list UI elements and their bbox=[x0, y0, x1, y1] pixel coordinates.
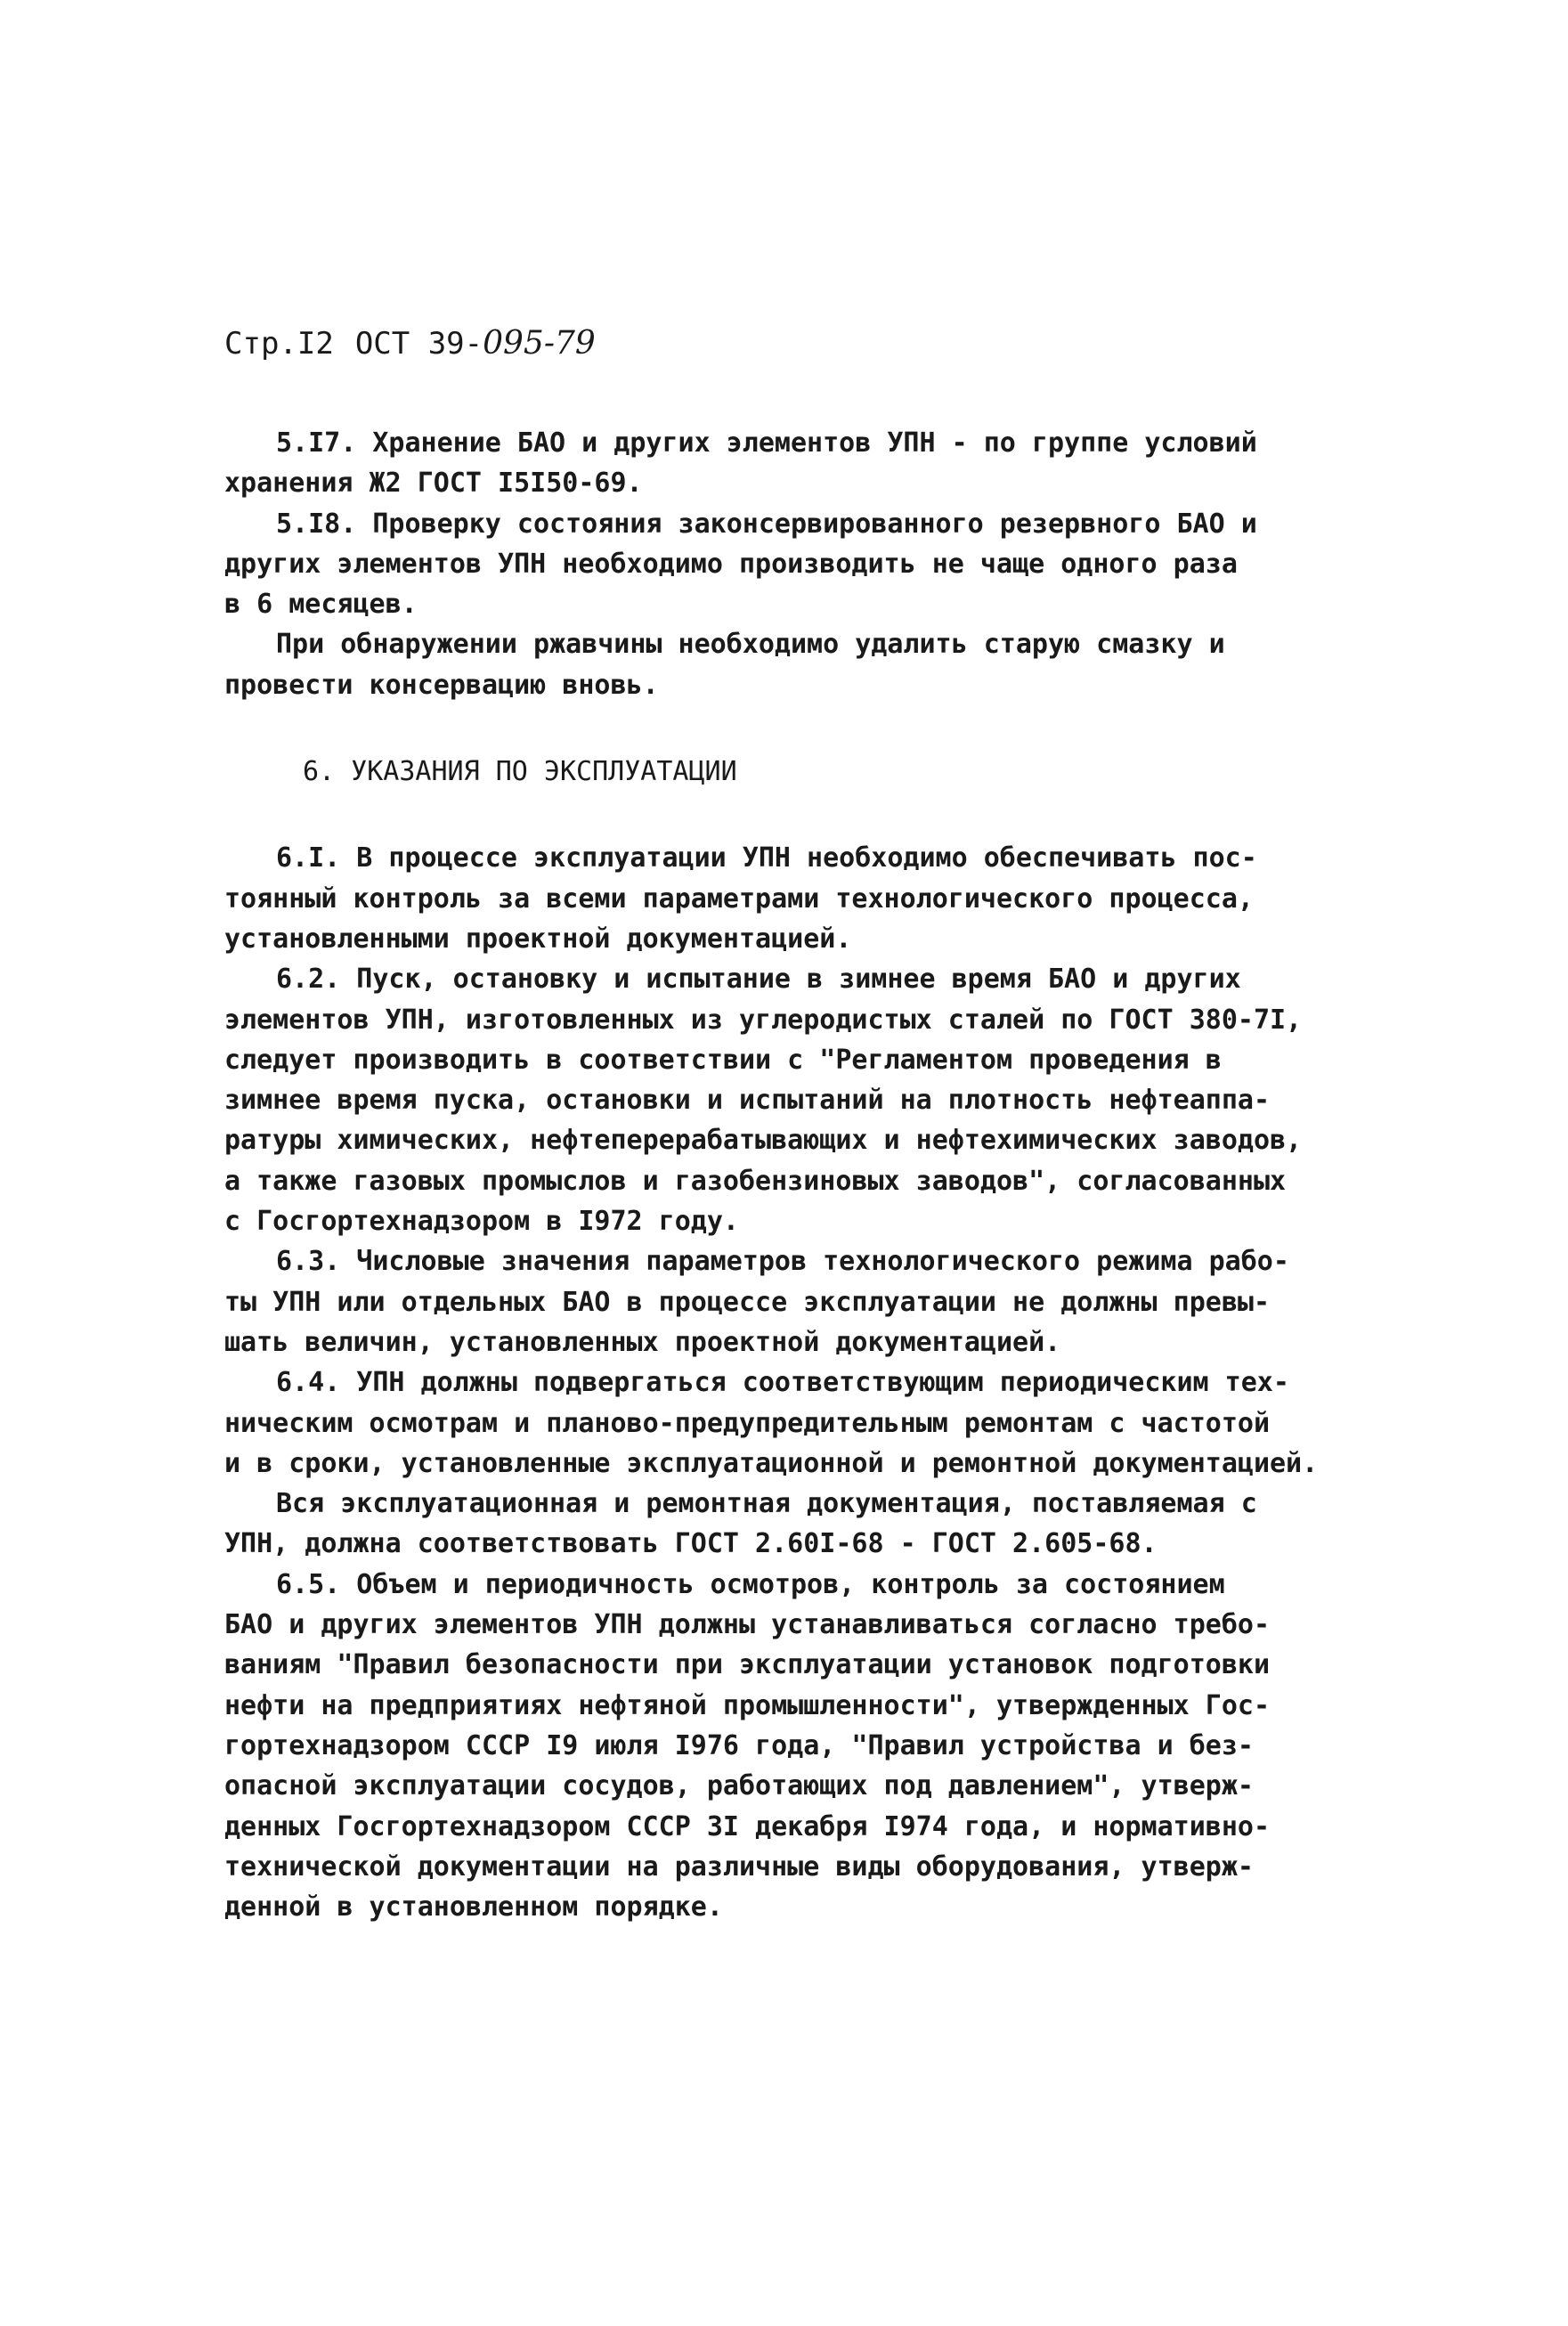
paragraph-line: установленными проектной документацией. bbox=[224, 923, 852, 955]
paragraph-line: ваниям "Правил безопасности при эксплуатации установок подготовки bbox=[224, 1649, 1270, 1681]
paragraph-line: в 6 месяцев. bbox=[224, 589, 418, 621]
paragraph-line: БАО и других элементов УПН должны устанавливаться согласно требо- bbox=[224, 1609, 1270, 1641]
paragraph-line: Вся эксплуатационная и ремонтная документация, поставляемая с bbox=[276, 1488, 1257, 1520]
paragraph-line: денной в установленном порядке. bbox=[224, 1891, 723, 1923]
paragraph-line: элементов УПН, изготовленных из углеродистых сталей по ГОСТ 380-7I, bbox=[224, 1004, 1303, 1036]
paragraph-line: следует производить в соответствии с "Регламентом проведения в bbox=[224, 1044, 1222, 1076]
paragraph-line: тоянный контроль за всеми параметрами технологического процесса, bbox=[224, 882, 1254, 915]
paragraph-6-3 bbox=[224, 1241, 1382, 1362]
paragraph-line: нефти на предприятиях нефтяной промышленности", утвержденных Гос- bbox=[224, 1689, 1270, 1721]
paragraph-line: денных Госгортехнадзором СССР 3I декабря I974 года, и нормативно- bbox=[224, 1810, 1270, 1842]
paragraph-5-17 bbox=[224, 423, 1382, 504]
paragraph-6-4 bbox=[224, 1362, 1382, 1484]
paragraph-line: провести консервацию вновь. bbox=[224, 669, 659, 701]
paragraph-line: 6.I. В процессе эксплуатации УПН необходимо обеспечивать пос- bbox=[276, 842, 1257, 874]
paragraph-6-1 bbox=[224, 838, 1382, 959]
section-title: 6. УКАЗАНИЯ ПО ЭКСПЛУАТАЦИИ bbox=[303, 756, 737, 788]
paragraph-line: 5.I8. Проверку состояния законсервированного резервного БАО и bbox=[276, 508, 1257, 540]
paragraph-6-2 bbox=[224, 959, 1382, 1241]
paragraph-line: УПН, должна соответствовать ГОСТ 2.60I-68 - ГОСТ 2.605-68. bbox=[224, 1528, 1158, 1560]
paragraph-line: других элементов УПН необходимо производить не чаще одного раза bbox=[224, 548, 1238, 580]
paragraph-line: и в сроки, установленные эксплуатационной и ремонтной документацией. bbox=[224, 1447, 1319, 1479]
page-header bbox=[224, 325, 596, 362]
paragraph-line: 6.5. Объем и периодичность осмотров, контроль за состоянием bbox=[276, 1568, 1225, 1600]
paragraph-6-5 bbox=[224, 1565, 1382, 1928]
paragraph-line: гортехнадзором СССР I9 июля I976 года, "Правил устройства и без- bbox=[224, 1729, 1254, 1761]
paragraph-line: с Госгортехнадзором в I972 году. bbox=[224, 1206, 739, 1238]
paragraph-line: хранения Ж2 ГОСТ I5I50-69. bbox=[224, 468, 643, 500]
paragraph-line: опасной эксплуатации сосудов, работающих под давлением", утверж- bbox=[224, 1770, 1254, 1802]
paragraph-line: ты УПН или отдельных БАО в процессе эксплуатации не должны превы- bbox=[224, 1286, 1270, 1318]
paragraph-line: ническим осмотрам и планово-предупредительным ремонтам с частотой bbox=[224, 1407, 1270, 1439]
paragraph-line: технической документации на различные виды оборудования, утверж- bbox=[224, 1850, 1254, 1883]
standard-code: ОСТ 39- bbox=[354, 326, 483, 362]
paragraph-line: 6.3. Числовые значения параметров технологического режима рабо- bbox=[276, 1246, 1289, 1278]
paragraph-line: 6.4. УПН должны подвергаться соответствующим периодическим тех- bbox=[276, 1367, 1289, 1399]
paragraph-line: 6.2. Пуск, остановку и испытание в зимнее время БАО и других bbox=[276, 964, 1241, 996]
paragraph-line: зимнее время пуска, остановки и испытаний на плотность нефтеаппа- bbox=[224, 1085, 1270, 1117]
page-number: Стр.I2 bbox=[224, 326, 334, 362]
paragraph-line: При обнаружении ржавчины необходимо удалить старую смазку и bbox=[276, 629, 1225, 661]
paragraph-line: а также газовых промыслов и газобензиновых заводов", согласованных bbox=[224, 1165, 1287, 1197]
paragraph-6-4-continued bbox=[224, 1484, 1382, 1565]
paragraph-line: 5.I7. Хранение БАО и других элементов УПН - по группе условий bbox=[276, 427, 1257, 459]
paragraph-5-18-continued bbox=[224, 624, 1382, 705]
document-body bbox=[224, 423, 1382, 1927]
handwritten-standard-number: 095-79 bbox=[483, 325, 596, 362]
paragraph-5-18 bbox=[224, 504, 1382, 625]
paragraph-line: ратуры химических, нефтеперерабатывающих и нефтехимических заводов, bbox=[224, 1125, 1303, 1157]
paragraph-line: шать величин, установленных проектной документацией. bbox=[224, 1326, 1061, 1358]
